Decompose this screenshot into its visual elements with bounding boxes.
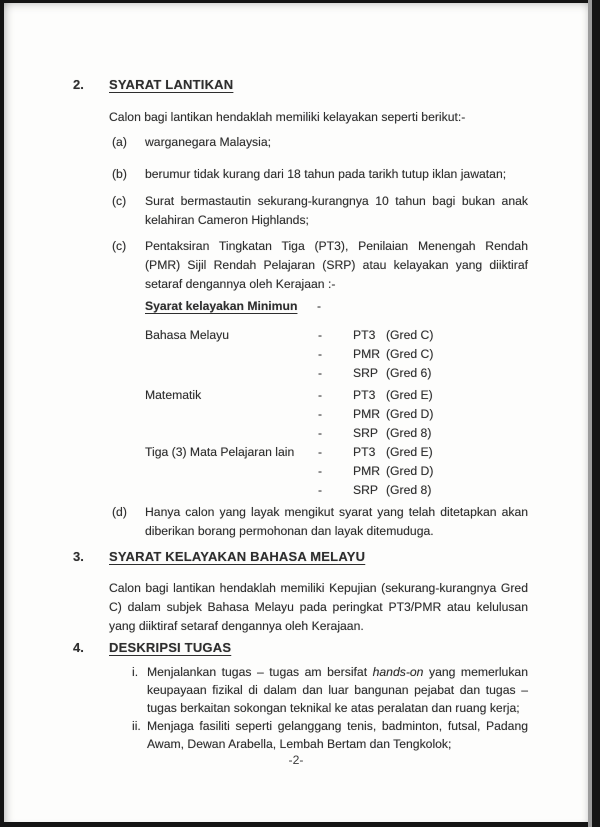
grade-dash: - <box>318 366 323 380</box>
grade-row <box>318 345 528 364</box>
minimum-requirements-heading <box>145 297 528 316</box>
requirement-item-d <box>112 503 528 541</box>
grade-value: (Gred C) <box>386 328 434 342</box>
grade-dash: - <box>318 483 323 497</box>
section-title: DESKRIPSI TUGAS <box>109 640 232 655</box>
exam-name: PMR <box>353 464 381 478</box>
exam-name: PT3 <box>353 328 376 342</box>
task-label: ii. <box>132 719 141 733</box>
task-item-i <box>132 663 528 717</box>
page-content <box>4 3 588 753</box>
item-text: Surat bermastautin sekurang-kurangnya 10 tahun bagi bukan anak kelahiran Cameron Highlands; <box>145 194 528 227</box>
section-number: 3. <box>73 549 84 564</box>
grade-row <box>318 405 528 424</box>
grade-table-bahasa-melayu <box>145 326 528 383</box>
exam-name: PT3 <box>353 388 376 402</box>
item-text: berumur tidak kurang dari 18 tahun pada tarikh tutup iklan jawatan; <box>145 167 507 181</box>
grade-value: (Gred 8) <box>386 426 432 440</box>
grade-row <box>318 424 528 443</box>
grade-value: (Gred 8) <box>386 483 432 497</box>
grade-dash: - <box>318 464 323 478</box>
subject-name: Matematik <box>145 388 202 402</box>
section-2-intro: Calon bagi lantikan hendaklah memiliki kelayakan seperti berikut:- <box>109 110 466 124</box>
task-text-segment: yang memerlukan keupayaan fizikal di dalam dan luar bangunan pejabat dan tugas – tugas berkaitan sokongan teknikal ke atas peralatan dan ruang kerja; <box>147 665 528 715</box>
exam-name: SRP <box>353 426 379 440</box>
grade-value: (Gred D) <box>386 464 434 478</box>
task-label: i. <box>132 665 139 679</box>
minimum-heading-text: Syarat kelayakan Minimun <box>145 299 298 313</box>
grade-dash: - <box>318 347 323 361</box>
requirement-item-a <box>112 133 528 152</box>
grade-table-matematik <box>145 386 528 443</box>
item-label: (b) <box>112 167 127 181</box>
requirement-item-b <box>112 165 528 184</box>
grade-row <box>318 443 528 462</box>
section-3-heading <box>73 547 528 566</box>
exam-name: PT3 <box>353 445 376 459</box>
section-number: 2. <box>73 77 84 92</box>
exam-name: SRP <box>353 366 379 380</box>
grade-row <box>318 462 528 481</box>
section-number: 4. <box>73 640 84 655</box>
grade-row <box>318 481 528 500</box>
page-number: -2- <box>288 753 304 767</box>
grade-value: (Gred C) <box>386 347 434 361</box>
item-label: (c) <box>112 239 127 253</box>
task-text: Menjaga fasiliti seperti gelanggang tenis, badminton, futsal, Padang Awam, Dewan Arabella, Lembah Bertam dan Tengkolok; <box>147 719 528 751</box>
grade-rows <box>318 326 528 383</box>
task-item-ii <box>132 717 528 753</box>
item-text: Hanya calon yang layak mengikut syarat yang telah ditetapkan akan diberikan borang permohonan dan layak ditemuduga. <box>145 505 528 538</box>
requirement-item-c1 <box>112 192 528 230</box>
grade-rows <box>318 443 528 500</box>
grade-value: (Gred E) <box>386 388 433 402</box>
section-title: SYARAT KELAYAKAN BAHASA MELAYU <box>109 549 366 564</box>
subject-name: Tiga (3) Mata Pelajaran lain <box>145 445 295 459</box>
minimum-heading-dash: - <box>317 299 322 313</box>
item-label: (d) <box>112 505 127 519</box>
grade-dash: - <box>318 407 323 421</box>
document-page <box>4 3 588 822</box>
grade-row <box>318 364 528 383</box>
item-text: Pentaksiran Tingkatan Tiga (PT3), Penilaian Menengah Rendah (PMR) Sijil Rendah Pelajaran (SRP) atau kelayakan yang diiktiraf setaraf dengannya oleh Kerajaan :- <box>145 239 528 291</box>
grade-row <box>318 386 528 405</box>
task-text-italic: hands-on <box>372 665 424 679</box>
requirement-item-c2 <box>112 237 528 294</box>
grade-value: (Gred D) <box>386 407 434 421</box>
section-4-heading <box>73 638 528 657</box>
exam-name: PMR <box>353 407 381 421</box>
item-text: warganegara Malaysia; <box>145 135 272 149</box>
exam-name: PMR <box>353 347 381 361</box>
section-3-body: Calon bagi lantikan hendaklah memiliki Kepujian (sekurang-kurangnya Gred C) dalam subjek Bahasa Melayu pada peringkat PT3/PMR atau kelulusan yang diiktiraf setaraf dengannya oleh Kerajaan. <box>109 581 528 633</box>
grade-value: (Gred 6) <box>386 366 432 380</box>
grade-rows <box>318 386 528 443</box>
task-text-segment: Menjalankan tugas – tugas am bersifat <box>147 665 373 679</box>
task-text <box>147 663 528 717</box>
exam-name: SRP <box>353 483 379 497</box>
grade-value: (Gred E) <box>386 445 433 459</box>
section-title: SYARAT LANTIKAN <box>109 77 234 92</box>
grade-dash: - <box>318 426 323 440</box>
section-2-heading <box>73 75 528 94</box>
grade-row <box>318 326 528 345</box>
subject-name: Bahasa Melayu <box>145 328 230 342</box>
item-label: (c) <box>112 194 127 208</box>
grade-dash: - <box>318 445 323 459</box>
grade-dash: - <box>318 388 323 402</box>
grade-table-mata-pelajaran-lain <box>145 443 528 500</box>
scan-edge-right <box>588 0 592 827</box>
item-label: (a) <box>112 135 127 149</box>
grade-dash: - <box>318 328 323 342</box>
